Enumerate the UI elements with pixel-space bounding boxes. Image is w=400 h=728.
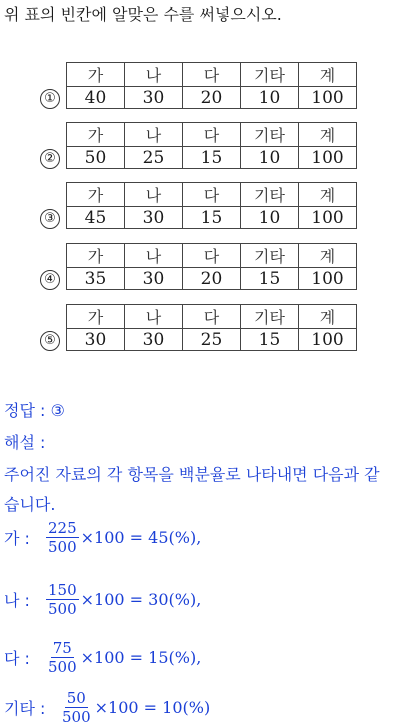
value-cell: 100 <box>299 147 357 169</box>
header-cell: 계 <box>299 63 357 87</box>
header-cell: 가 <box>67 63 125 87</box>
fraction-denominator: 500 <box>62 707 91 726</box>
option-table <box>66 122 357 169</box>
header-cell: 가 <box>67 244 125 268</box>
fraction-numerator: 150 <box>48 580 77 599</box>
calc-label: 나 : <box>4 590 30 610</box>
fraction-numerator: 225 <box>48 518 77 537</box>
explanation-text-2: 습니다. <box>4 495 56 514</box>
calc-expression: ×100 = 45(%), <box>80 527 202 547</box>
value-cell: 45 <box>67 207 125 229</box>
value-cell: 30 <box>125 87 183 109</box>
fraction-denominator: 500 <box>48 537 77 556</box>
value-cell: 50 <box>67 147 125 169</box>
header-cell: 다 <box>183 244 241 268</box>
option-table <box>66 243 357 290</box>
fraction-denominator: 500 <box>48 657 77 676</box>
value-cell: 15 <box>241 329 299 351</box>
value-cell: 30 <box>125 268 183 290</box>
fraction <box>46 581 79 618</box>
header-cell: 계 <box>299 123 357 147</box>
option-number: ③ <box>40 209 60 229</box>
header-cell: 나 <box>125 63 183 87</box>
calc-expression: ×100 = 30(%), <box>80 589 202 609</box>
header-cell: 가 <box>67 183 125 207</box>
option-table <box>66 62 357 109</box>
calc-row <box>4 686 210 728</box>
calc-row <box>4 636 201 678</box>
value-cell: 25 <box>125 147 183 169</box>
header-cell: 나 <box>125 183 183 207</box>
option-3 <box>40 182 360 232</box>
header-cell: 가 <box>67 305 125 329</box>
calc-label: 다 : <box>4 648 30 668</box>
fraction-numerator: 50 <box>66 688 86 707</box>
value-cell: 10 <box>241 87 299 109</box>
header-cell: 계 <box>299 305 357 329</box>
option-number: ④ <box>40 270 60 290</box>
header-cell: 기타 <box>241 305 299 329</box>
value-cell: 100 <box>299 87 357 109</box>
option-5 <box>40 304 360 354</box>
header-cell: 나 <box>125 305 183 329</box>
value-cell: 35 <box>67 268 125 290</box>
option-1 <box>40 62 360 112</box>
fraction <box>46 519 79 556</box>
option-number: ② <box>40 149 60 169</box>
value-cell: 10 <box>241 207 299 229</box>
header-cell: 다 <box>183 63 241 87</box>
header-cell: 나 <box>125 244 183 268</box>
calc-label: 기타 : <box>4 698 46 718</box>
fraction-denominator: 500 <box>48 599 77 618</box>
header-cell: 다 <box>183 123 241 147</box>
calc-label: 가 : <box>4 528 30 548</box>
value-cell: 20 <box>183 268 241 290</box>
calc-expression: ×100 = 15(%), <box>80 647 202 667</box>
option-4 <box>40 243 360 293</box>
header-cell: 나 <box>125 123 183 147</box>
value-cell: 40 <box>67 87 125 109</box>
option-number: ⑤ <box>40 331 60 351</box>
value-cell: 30 <box>67 329 125 351</box>
header-cell: 가 <box>67 123 125 147</box>
header-cell: 계 <box>299 183 357 207</box>
header-cell: 기타 <box>241 244 299 268</box>
fraction-numerator: 75 <box>52 638 72 657</box>
calc-row <box>4 516 201 558</box>
fraction <box>60 689 93 726</box>
value-cell: 15 <box>183 207 241 229</box>
option-table <box>66 304 357 351</box>
option-table <box>66 182 357 229</box>
calc-expression: ×100 = 10(%) <box>94 697 211 717</box>
answer-line <box>4 398 65 421</box>
header-cell: 기타 <box>241 123 299 147</box>
header-cell: 기타 <box>241 183 299 207</box>
explanation-text-1: 주어진 자료의 각 항목을 백분율로 나타내면 다음과 같 <box>4 465 380 484</box>
answer-value: ③ <box>50 401 65 420</box>
option-number: ① <box>40 89 60 109</box>
value-cell: 10 <box>241 147 299 169</box>
answer-label: 정답 : <box>4 401 46 420</box>
value-cell: 25 <box>183 329 241 351</box>
value-cell: 20 <box>183 87 241 109</box>
calc-row <box>4 578 201 620</box>
explanation-label: 해설 : <box>4 433 46 452</box>
header-cell: 다 <box>183 183 241 207</box>
header-cell: 다 <box>183 305 241 329</box>
value-cell: 100 <box>299 329 357 351</box>
value-cell: 30 <box>125 207 183 229</box>
header-cell: 기타 <box>241 63 299 87</box>
header-cell: 계 <box>299 244 357 268</box>
fraction <box>46 639 79 676</box>
value-cell: 100 <box>299 268 357 290</box>
value-cell: 15 <box>241 268 299 290</box>
value-cell: 30 <box>125 329 183 351</box>
value-cell: 100 <box>299 207 357 229</box>
value-cell: 15 <box>183 147 241 169</box>
option-2 <box>40 122 360 172</box>
question-text: 위 표의 빈칸에 알맞은 수를 써넣으시오. <box>4 5 282 24</box>
